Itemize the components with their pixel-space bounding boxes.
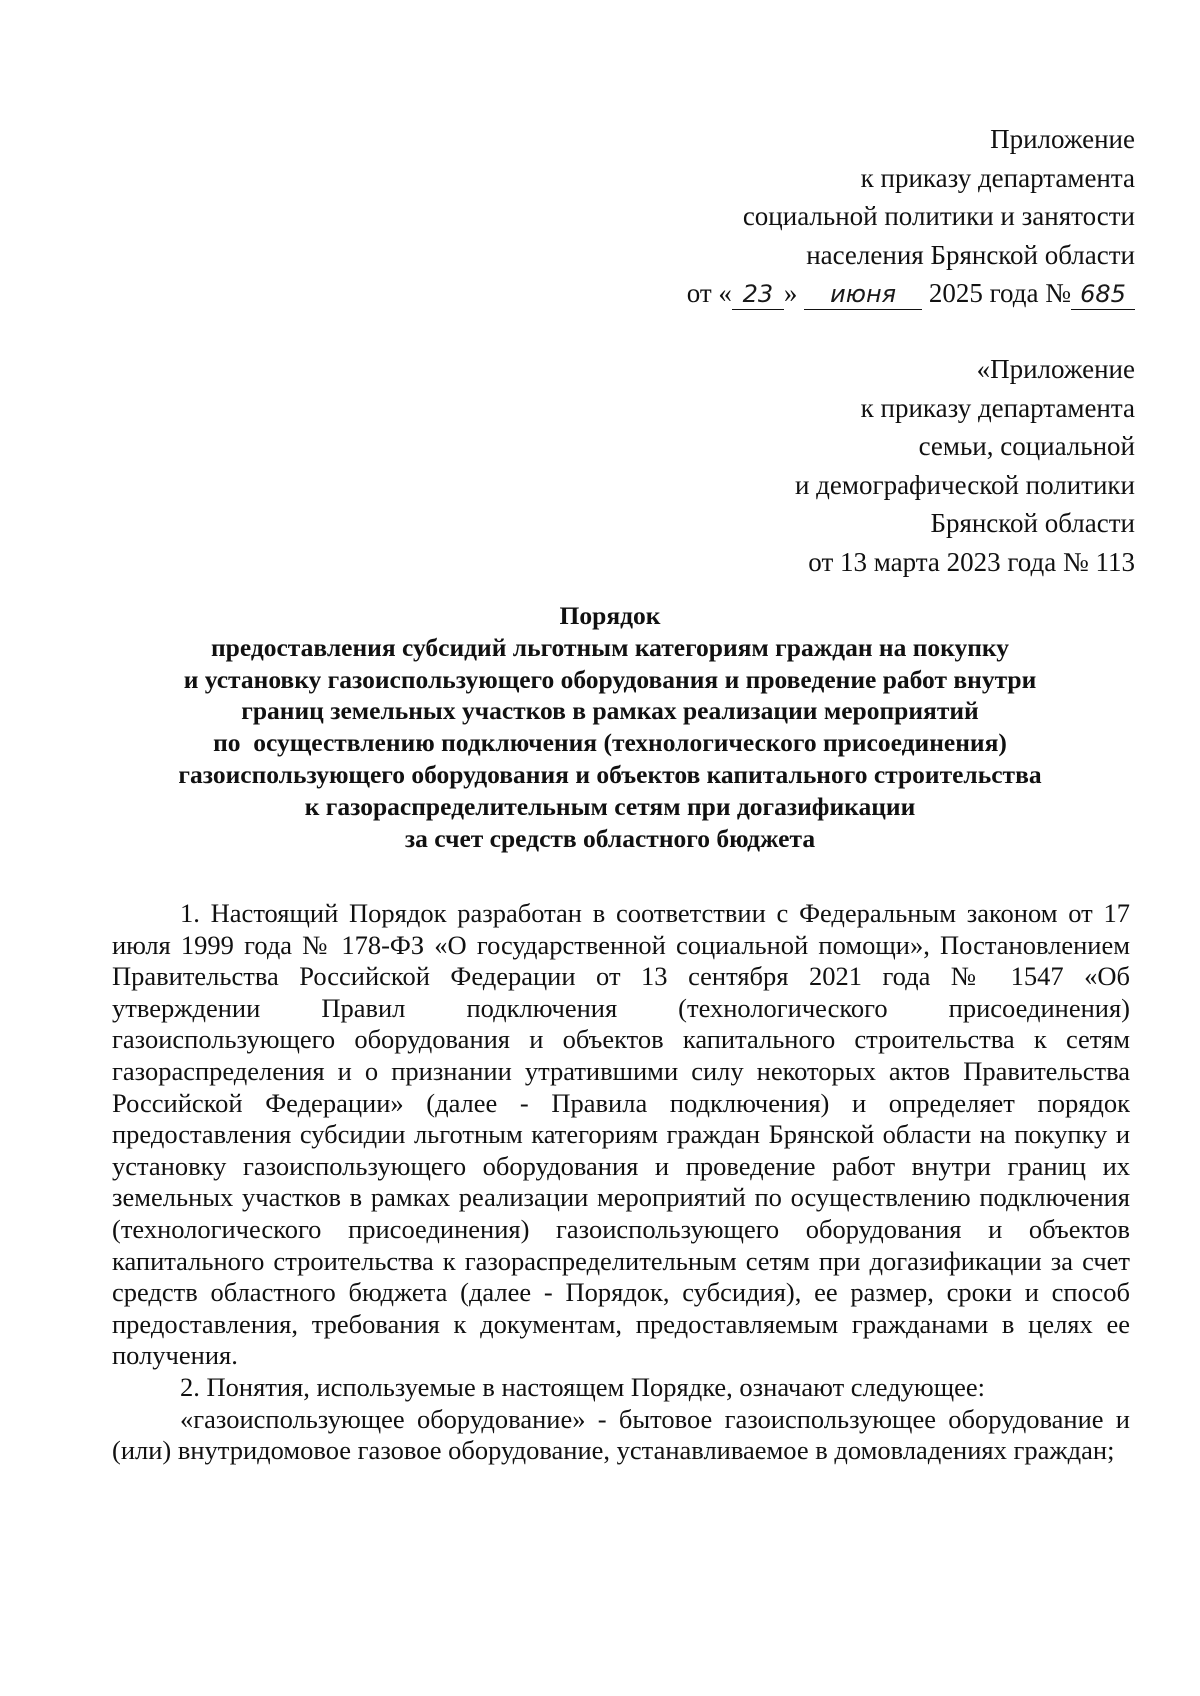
title-line: к газораспределительным сетям при догазификации — [304, 791, 916, 821]
date-prefix: от « — [686, 278, 732, 308]
title-line: за счет средств областного бюджета — [404, 823, 816, 853]
appendix-region-line: населения Брянской области — [806, 239, 1135, 270]
title-line: по осуществлению подключения (технологического присоединения) — [213, 728, 1007, 758]
paragraph-2: 2. Понятия, используемые в настоящем Порядке, означают следующее: — [180, 1371, 986, 1402]
original-appendix-label: «Приложение — [976, 354, 1135, 384]
appendix-header-original — [795, 350, 1135, 581]
title-line: границ земельных участков в рамках реализации мероприятий — [241, 696, 979, 726]
paragraph-3: «газоиспользующее оборудование» - бытовое газоиспользующее оборудование и (или) внутридомовое газовое оборудование, устанавливаемое в домовладениях граждан; — [112, 1403, 1130, 1466]
handwritten-number: 685 — [1071, 279, 1135, 310]
original-order-ref: к приказу департамента — [860, 392, 1135, 423]
appendix-department-line: социальной политики и занятости — [742, 201, 1135, 231]
appendix-order-ref: к приказу департамента — [860, 162, 1135, 193]
original-department-line-2: и демографической политики — [794, 469, 1135, 500]
paragraph-1: 1. Настоящий Порядок разработан в соответствии с Федеральным законом от 17 июля 1999 года № 178-ФЗ «О государственной социальной помощи», Постановлением Правительства Российской Федерации от 13 сентября 2021 года № 1547 «Об утверждении Правил подключения (технологического присоединения) газоиспользующего оборудования и объектов капитального строительства к сетям газораспределения и о признании утратившими силу некоторых актов Правительства Российской Федерации» (далее - Правила подключения) и определяет порядок предоставления субсидии льготным категориям граждан Брянской области на покупку и установку газоиспользующего оборудования и проведение работ внутри границ их земельных участков в рамках реализации мероприятий по осуществлению подключения (технологического присоединения) газоиспользующего оборудования и объектов капитального строительства к газораспределительным сетям при догазификации за счет средств областного бюджета (далее - Порядок, субсидия), ее размер, сроки и способ предоставления, требования к документам, предоставляемым гражданами в целях ее получения. — [112, 898, 1130, 1371]
handwritten-day: 23 — [732, 279, 784, 310]
date-quote-close: » — [783, 278, 798, 308]
title-line: и установку газоиспользующего оборудования и проведение работ внутри — [183, 664, 1037, 694]
document-body — [112, 898, 1130, 1467]
original-department-line-1: семьи, социальной — [918, 431, 1135, 461]
title-line: предоставления субсидий льготным категориям граждан на покупку — [210, 632, 1010, 662]
document-title — [110, 600, 1110, 854]
appendix-header-current — [687, 120, 1135, 313]
original-region-line: Брянской области — [930, 508, 1135, 538]
original-date-line: от 13 марта 2023 года № 113 — [808, 546, 1135, 577]
appendix-label: Приложение — [990, 124, 1135, 154]
handwritten-month: июня — [804, 279, 922, 310]
title-line: газоиспользующего оборудования и объектов капитального строительства — [178, 759, 1042, 789]
appendix-date-line — [687, 274, 1135, 313]
date-year: 2025 года № — [928, 278, 1071, 308]
title-line: Порядок — [559, 601, 661, 630]
